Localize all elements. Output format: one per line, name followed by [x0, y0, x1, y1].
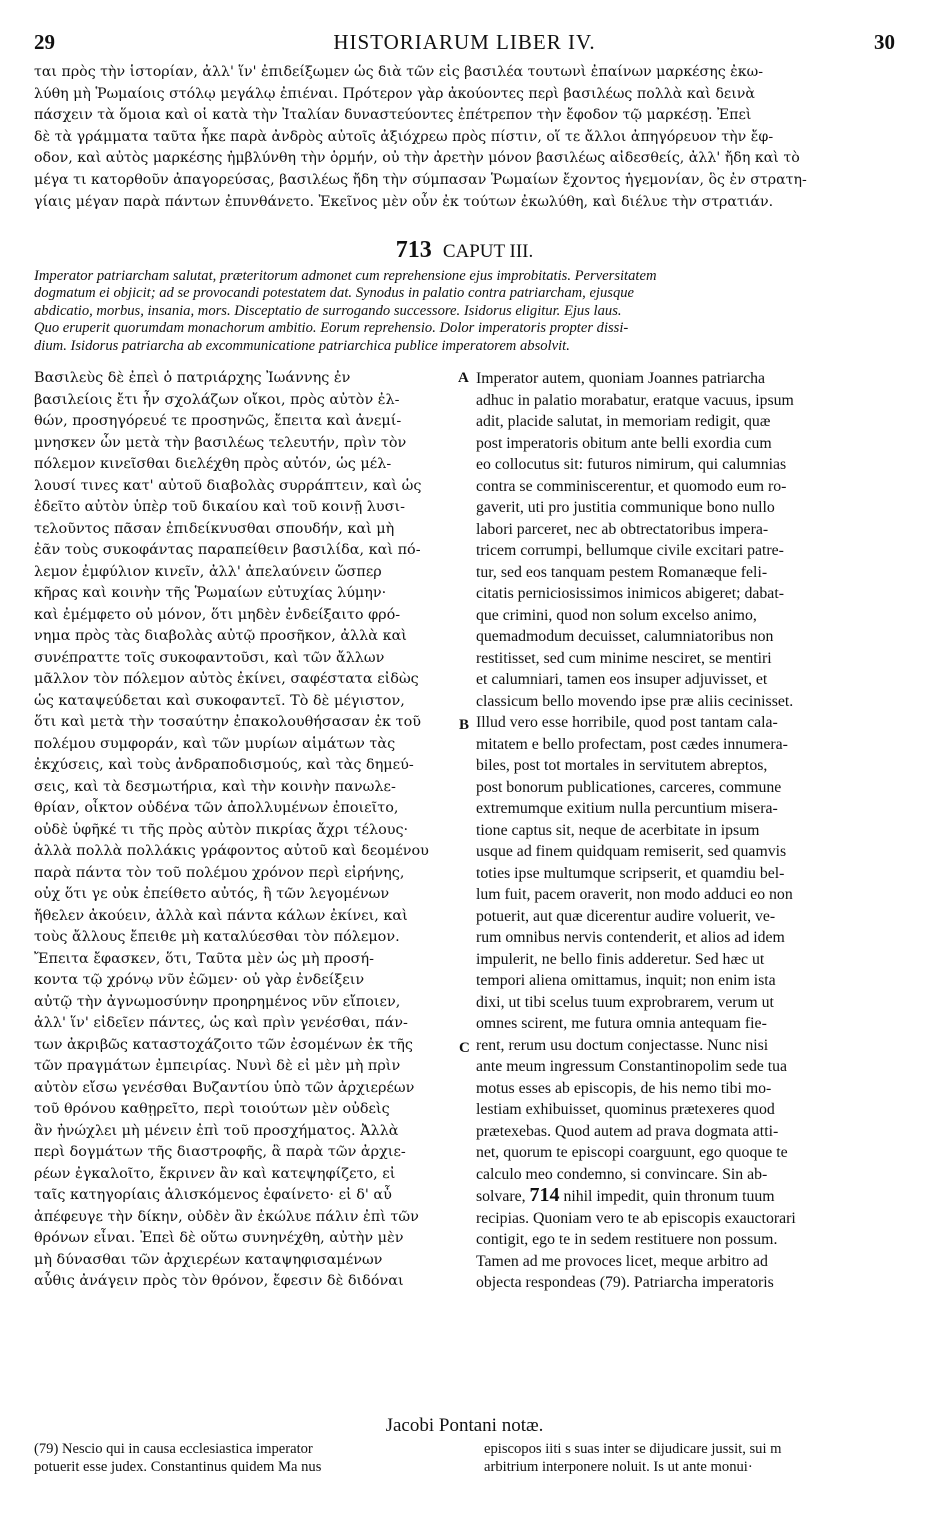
greek-top-paragraph: [34, 62, 886, 213]
latin-line: rent, rerum usu doctum conjectasse. Nunc nisi: [476, 1036, 769, 1054]
latin-line-suffix: nihil impedit, quin thronum tuum: [563, 1188, 775, 1205]
note-line: episcopos iiti s suas inter se dijudicare jussit, sui m: [484, 1441, 782, 1457]
text-line: ται πρὸς τὴν ἱστορίαν, ἀλλ' ἵν' ἐπιδείξωμεν ὡς διὰ τῶν εἰς βασιλέα τουτωνὶ ἐπαίνων μαρκέσης ἐκω-: [34, 64, 764, 80]
latin-lines-before: [476, 368, 896, 1185]
greek-line: θρίαν, οἶκτον οὐδένα τῶν ἀπολλυμένων ἐποιεῖτο,: [34, 800, 399, 816]
chapter-column-number: 713: [395, 237, 432, 263]
latin-line: post bonorum publicationes, carceres, commune: [476, 778, 782, 796]
greek-line: ἤθελεν ἀκούειν, ἀλλὰ καὶ πάντα κάλων ἐκίνει, καὶ: [34, 907, 408, 924]
running-head: [34, 30, 895, 56]
margin-marker-c: C: [459, 1040, 470, 1056]
latin-line: Tamen ad me provoces licet, meque arbitro ad: [476, 1252, 768, 1270]
summary-line: dium. Isidorus patriarcha ab excommunicatione patriarchica publice imperatorem absolvit.: [34, 337, 570, 354]
latin-line: post imperatoris obitum ante belli exordia cum: [476, 434, 772, 452]
greek-line: τοῦ θρόνου καθῃρεῖτο, περὶ τοιούτων μὲν οὐδεὶς: [34, 1101, 390, 1117]
chapter-summary: [34, 268, 886, 355]
text-line: γίαις μέγαν παρὰ πάντων ἐπυνθάνετο. Ἐκεῖνος μὲν οὖν ἐκ τούτων ἐκωλύθη, καὶ διέλυε τὴν στρατιάν.: [34, 193, 774, 210]
chapter-heading: [0, 237, 929, 267]
greek-line: καὶ ἐμέμφετο οὐ μόνον, ὅτι μηδὲν ἐνδείξαιτο φρό-: [34, 606, 401, 623]
running-title: HISTORIARUM LIBER IV.: [333, 30, 596, 54]
latin-line: adhuc in palatio morabatur, eratque vacuus, ipsum: [476, 391, 794, 409]
latin-line: net, quorum te episcopi coarguunt, ego quoque te: [476, 1144, 788, 1161]
greek-line: θρόνων εἶναι. Ἐπεὶ δὲ οὕτω συνηνέχθη, αὐτὴν μὲν: [34, 1230, 404, 1246]
greek-line: ὡς καταψεύδεται καὶ συκοφαντεῖ. Τὸ δὲ μέγιστον,: [34, 692, 405, 709]
greek-line: περὶ δογμάτων τῆς διαστροφῆς, ἃ παρὰ τῶν ἀρχιε-: [34, 1144, 406, 1160]
greek-line: θών, προσηγόρευέ τε προσηνῶς, ἔπειτα καὶ ἀνεμί-: [34, 413, 402, 429]
greek-line: των ἀκριβῶς καταστοχάζοιτο τῶν ἐσομένων ἐκ τῆς: [34, 1036, 413, 1053]
greek-line: ἀλλὰ πολλὰ πολλάκις γράφοντος αὐτοῦ καὶ δεομένου: [34, 843, 429, 859]
latin-line: adit, placide salutat, in memoriam redigit, quæ: [476, 413, 771, 430]
greek-line: κῆρας καὶ κοινὴν τῆς Ῥωμαίων εὐτυχίας λύμην·: [34, 585, 387, 601]
greek-line: ταῖς κατηγορίαις ἁλισκόμενος ἐφαίνετο· εἰ δ' αὖ: [34, 1187, 392, 1203]
greek-line: τελοῦντος πᾶσαν ἐπιδείκνυσθαι σπουδήν, καὶ μὴ: [34, 520, 395, 537]
latin-line: dixi, ut tibi scelus tuum exprobrarem, verum ut: [476, 993, 774, 1011]
margin-marker-b: B: [459, 717, 470, 733]
text-line: λύθη μὴ Ῥωμαίοις στόλῳ μεγάλῳ ἐπιέναι. Πρότερον γὰρ ἀκούοντες περὶ βασιλέως πολλὰ καὶ δεινὰ: [34, 85, 756, 102]
latin-line: contigit, ego te in sedem restituere non possum.: [476, 1231, 778, 1248]
text-line: μέγα τι κατορθοῦν ἀπαγορεύσας, βασιλέως ἤδη τὴν σύμπασαν Ῥωμαίων ἔχοντος ἡγεμονίαν, ὃς ἐν στρατη-: [34, 171, 807, 188]
latin-line: impulerit, ne bello finis adderetur. Sed hæc ut: [476, 950, 765, 968]
page-number-left: 29: [34, 30, 55, 54]
latin-line: tempori aliena omittamus, inquit; non enim ista: [476, 972, 776, 989]
greek-line: τοὺς ἄλλους ἔπειθε μὴ καταλύεσθαι τὸν πόλεμον.: [34, 929, 400, 945]
latin-line: toties ipse multumque scripserit, et quamdiu bel-: [476, 864, 785, 882]
summary-line: dogmatum ei objicit; ad se provocandi potestatem dat. Synodus in palatio contra patriarcham, ejusque: [34, 285, 635, 302]
summary-line: Imperator patriarcham salutat, præteritorum admonet cum reprehensione ejus improbitatis. Perversitatem: [34, 268, 657, 284]
latin-line: objecta respondeas (79). Patriarcha imperatoris: [476, 1274, 774, 1291]
greek-line: Ἔπειτα ἔφασκεν, ὅτι, Ταῦτα μὲν ὡς μὴ προσή-: [34, 950, 374, 967]
latin-line-with-column-number: [476, 1185, 896, 1208]
latin-line: eo collocutus sit: futuros nimirum, qui calumnias: [476, 456, 787, 473]
greek-line: Βασιλεὺς δὲ ἐπεὶ ὁ πατριάρχης Ἰωάννης ἐν: [34, 370, 351, 386]
latin-line: classicum bello movendo ipse præ aliis cecinisset.: [476, 692, 794, 710]
greek-line: αὖθις ἀνάγειν πρὸς τὸν θρόνον, ἔφεσιν δὲ διδόναι: [34, 1273, 404, 1289]
latin-line: labori parceret, nec ab obtrectatoribus impera-: [476, 520, 769, 538]
greek-line: νημα πρὸς τὰς διαβολὰς αὐτῷ προσῆκον, ἀλλὰ καὶ: [34, 628, 407, 644]
notes-left-column: [34, 1441, 454, 1476]
greek-line: πολέμου συμφοράν, καὶ τῶν μυρίων αἱμάτων τὰς: [34, 735, 396, 752]
latin-text-column: [476, 368, 896, 1294]
latin-line: Imperator autem, quoniam Joannes patriarcha: [476, 370, 766, 387]
latin-line: omnes scirent, me futura omnia antequam fie-: [476, 1015, 767, 1032]
greek-line: οὐχ ὅτι γε οὐκ ἐπείθετο αὐτός, ἢ τῶν λεγομένων: [34, 886, 390, 902]
greek-line: ἐδεῖτο αὐτὸν ὑπὲρ τοῦ δικαίου καὶ τοῦ κοινῇ λυσι-: [34, 499, 405, 515]
inline-column-number: 714: [529, 1185, 560, 1206]
latin-line: contra se comminiscerentur, et quomodo eum ro-: [476, 477, 787, 495]
latin-line: restitisset, sed cum minime nesciret, se mentiri: [476, 649, 772, 667]
chapter-title: CAPUT III.: [442, 241, 534, 262]
greek-line: ρέων ἐγκαλοῖτο, ἔκρινεν ἂν καὶ κατεψηφίζετο, εἰ: [34, 1165, 396, 1182]
latin-line: extremumque exitium nulla percuntium misera-: [476, 800, 778, 817]
greek-line: κοντα τῷ χρόνῳ νῦν ἐῶμεν· οὐ γὰρ ἐνδείξειν: [34, 972, 365, 988]
greek-text-column: [34, 368, 454, 1293]
greek-line: αὐτὸν εἴσω γενέσθαι Βυζαντίου ὑπὸ τῶν ἀρχιερέων: [34, 1079, 415, 1096]
summary-line: abdicatio, morbus, insania, mors. Disceptatio de surrogando successore. Isidorus eligitur. Ejus laus.: [34, 302, 622, 319]
greek-line: μᾶλλον τὸν πόλεμον αὐτὸς ἐκίνει, σαφέστατα εἰδὼς: [34, 671, 419, 687]
text-line: οδον, καὶ αὐτὸς μαρκέσης ἠμβλύνθη τὴν ὁρμήν, οὐ τὴν ἀρετὴν μόνον βασιλέως αἰδεσθείς, ἀλλ' ἤδη καὶ τὸ: [34, 150, 800, 167]
latin-line-prefix: solvare,: [476, 1188, 526, 1205]
latin-lines-after: [476, 1208, 896, 1294]
page-number-right: 30: [874, 30, 895, 54]
greek-line: τῶν πραγμάτων ἐμπειρίας. Νυνὶ δὲ εἰ μὲν μὴ πρὶν: [34, 1058, 401, 1074]
greek-line: παρὰ πάντα τὸν τοῦ πολέμου χρόνον περὶ εἰρήνης,: [34, 864, 405, 881]
greek-line: μνησκεν ὧν μετὰ τὴν βασιλέως τελευτήν, πρὶν τὸν: [34, 434, 407, 451]
latin-line: calculo meo condemno, si convincare. Sin ab-: [476, 1165, 768, 1183]
latin-line: potuerit, aut quæ dicerentur audire voluerit, ve-: [476, 907, 776, 925]
greek-line: οὐδὲ ὑφῆκέ τι τῆς πρὸς αὐτὸν πικρίας ἄχρι τέλους·: [34, 821, 409, 838]
greek-line: λεμον ἐμφύλιον κινεῖν, ἀλλ' ἀπελαύνειν ὥσπερ: [34, 563, 382, 580]
greek-line: ἀλλ' ἵν' εἰδεῖεν πάντες, ὡς καὶ πρὶν γενέσθαι, πάν-: [34, 1015, 408, 1031]
latin-line: tione captus sit, neque de acerbitate in ipsum: [476, 821, 760, 839]
greek-line: βασιλείοις ἔτι ἦν σχολάζων οἴκοι, πρὸς αὐτὸν ἐλ-: [34, 391, 400, 408]
latin-line: lestiam exhibuisset, quominus prætexeres quod: [476, 1101, 775, 1118]
greek-line: ἐκχύσεις, καὶ τοὺς ἀνδραποδισμούς, καὶ τὰς δημεύ-: [34, 757, 414, 773]
notes-title: Jacobi Pontani notæ.: [385, 1415, 544, 1436]
notes-right-column: [484, 1441, 896, 1476]
greek-line: ἐᾶν τοὺς συκοφάντας παραπείθειν βασιλίδα, καὶ πό-: [34, 542, 421, 558]
latin-line: prætexebas. Quod autem ad prava dogmata atti-: [476, 1122, 779, 1140]
greek-line: πόλεμον κινεῖσθαι διελέχθη πρὸς αὐτόν, ὡς μέλ-: [34, 456, 392, 472]
greek-line: μὴ δύνασθαι τῶν ἀρχιερέων καταψηφισαμένων: [34, 1251, 383, 1268]
summary-line: Quo eruperit quorumdam monachorum ambitio. Eorum reprehensio. Dolor imperatoris propter dissi-: [34, 320, 629, 337]
latin-line: citatis perniciosissimos inimicos abigeret; dabat-: [476, 585, 784, 602]
latin-line: que crimini, quod non solum excelso animo,: [476, 606, 757, 624]
latin-line: ante meum ingressum Constantinopolim sede tua: [476, 1058, 788, 1075]
latin-line: biles, post tot mortales in servitutem abreptos,: [476, 757, 768, 774]
greek-line: συνέπραττε τοῖς συκοφαντοῦσι, καὶ τῶν ἄλλων: [34, 649, 385, 666]
latin-line: quemadmodum decuisset, calumniatoribus non: [476, 628, 774, 645]
note-line: potuerit esse judex. Constantinus quidem Ma nus: [34, 1458, 322, 1475]
text-line: δὲ τὰ γράμματα ταῦτα ἧκε παρὰ ἀνδρὸς αὐτοῖς ἀξιόχρεω πρὸς πίστιν, οἵ τε ἄλλοι ἀπηγόρευον τὴν ἔφ-: [34, 128, 774, 145]
latin-line: rum omnibus nervis contenderit, et alios ad idem: [476, 929, 785, 946]
latin-line: usque ad finem quidquam remiserit, sed quamvis: [476, 843, 787, 860]
latin-line: mitatem e bello profectam, post cædes innumera-: [476, 735, 788, 753]
text-line: πάσχειν τὰ ὅμοια καὶ οἱ κατὰ τὴν Ἰταλίαν δυναστεύοντες ἐπέτρεπον τὴν ἔφοδον τῷ μαρκέσῃ. Ἐπεὶ: [34, 107, 752, 124]
latin-line: gaverit, uti pro justitia communique bono nullo: [476, 499, 775, 516]
greek-line: λουσί τινες κατ' αὐτοῦ διαβολὰς συρράπτειν, καὶ ὡς: [34, 477, 422, 494]
greek-line: ἂν ἠνώχλει μὴ μένειν ἐπὶ τοῦ προσχήματος. Ἀλλὰ: [34, 1122, 399, 1139]
latin-line: lum fuit, pacem oraverit, non modo adduci eo non: [476, 886, 793, 903]
latin-line: tur, sed eos tanquam pestem Romanæque feli-: [476, 563, 768, 581]
latin-line: Illud vero esse horribile, quod post tantam cala-: [476, 714, 778, 731]
greek-line: σεις, καὶ τὰ δεσμωτήρια, καὶ τὴν κοινὴν πανωλε-: [34, 778, 396, 795]
note-line: (79) Nescio qui in causa ecclesiastica imperator: [34, 1441, 313, 1457]
greek-line: αὐτῷ τὴν ἀγνωμοσύνην προηρημένος νῦν εἴποιεν,: [34, 993, 401, 1010]
greek-line: ὅτι καὶ μετὰ τὴν τοσαύτην ἐπακολουθήσασαν ἐκ τοῦ: [34, 714, 422, 730]
latin-line: recipias. Quoniam vero te ab episcopis exauctorari: [476, 1209, 796, 1227]
greek-line: ἀπέφευγε τὴν δίκην, οὐδὲν ἂν ἐκώλυε πάλιν ἐπὶ τῶν: [34, 1208, 419, 1225]
note-line: arbitrium interponere noluit. Is ut ante monui·: [484, 1458, 753, 1475]
latin-line: et calumniari, tamen eos insuper adjuvisset, et: [476, 671, 768, 688]
latin-line: motus esses ab episcopis, de his nemo tibi mo-: [476, 1079, 772, 1097]
margin-marker-a: A: [458, 370, 469, 386]
latin-line: tricem corrumpi, bellumque civile excitari patre-: [476, 542, 784, 559]
